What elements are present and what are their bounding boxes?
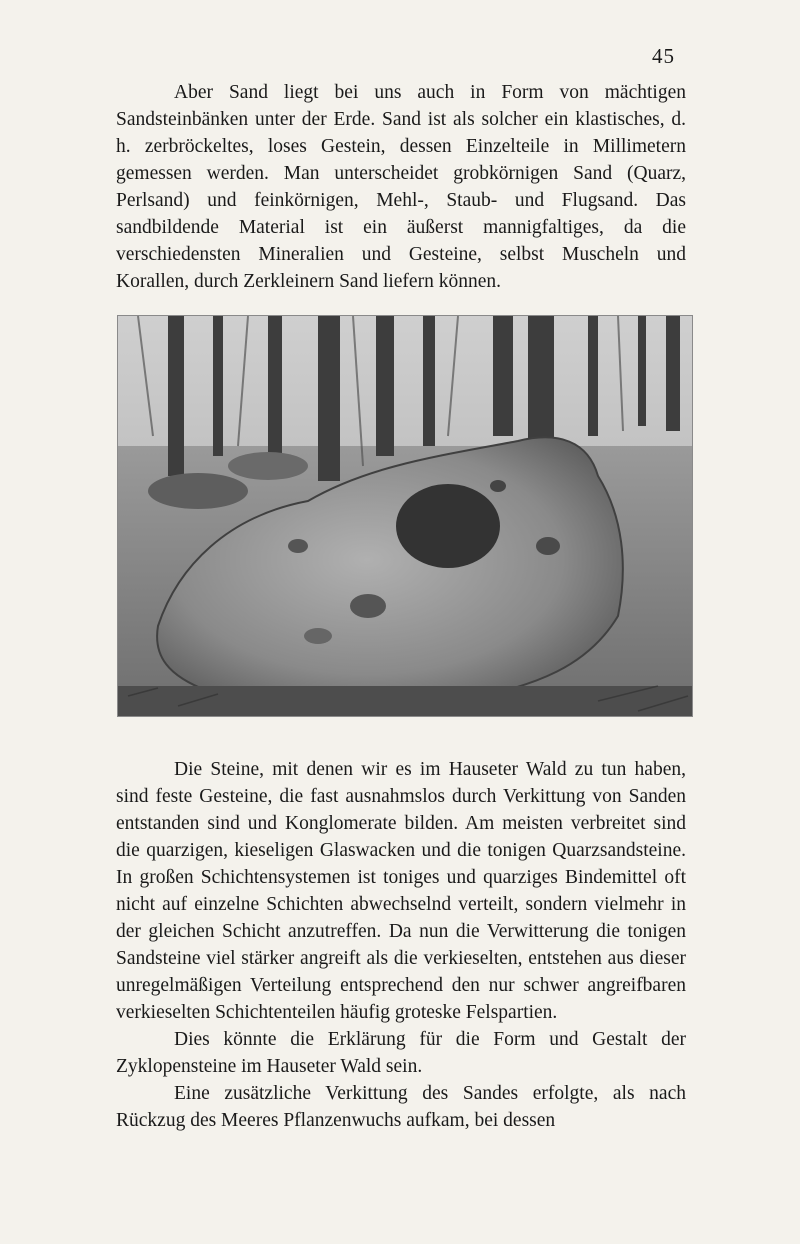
paragraph: Die Steine, mit denen wir es im Hauseter Wald zu tun haben, sind feste Gesteine, die fast ausnahmslos durch Verkittung von Sanden entstanden sind und Konglomerate bilden. Am meisten verbreitet sind die quarzigen, kieseligen Glaswacken und die tonigen Quarzsandsteine. In großen Schichtensystemen ist toniges und quarziges Bindemittel oft nicht auf einzelne Schichten abwechselnd verteilt, sondern vielmehr in der gleichen Schicht anzutreffen. Da nun die Verwitterung die tonigen Sandsteine viel stärker angreift als die verkieselten, entstehen aus dieser unregelmäßigen Verteilung entsprechend den nur schwer angreifbaren verkieselten Schichtenteilen häufig groteske Felspartien. (116, 759, 686, 1023)
text-block-bottom (116, 756, 686, 1134)
paragraph: Aber Sand liegt bei uns auch in Form von mächtigen Sandsteinbänken unter der Erde. Sand ist als solcher ein klastisches, d. h. zerbröckeltes, loses Gestein, dessen Einzelteile in Millimetern gemessen werden. Man unterscheidet grobkörnigen Sand (Quarz, Perlsand) und feinkörnigen, Mehl-, Staub- und Flugsand. Das sandbildende Material ist ein äußerst mannigfaltiges, da die verschiedensten Mineralien und Gesteine, selbst Muscheln und Korallen, durch Zerkleinern Sand liefern können. (116, 82, 686, 292)
paragraph: Eine zusätzliche Verkittung des Sandes erfolgte, als nach Rückzug des Meeres Pflanzenwuchs aufkam, bei dessen (116, 1083, 686, 1131)
text-block-top (116, 79, 686, 295)
sandstone-boulder-photo (117, 315, 693, 717)
paragraph: Dies könnte die Erklärung für die Form und Gestalt der Zyklopensteine im Hauseter Wald sein. (116, 1029, 686, 1077)
page-number: 45 (652, 44, 675, 68)
